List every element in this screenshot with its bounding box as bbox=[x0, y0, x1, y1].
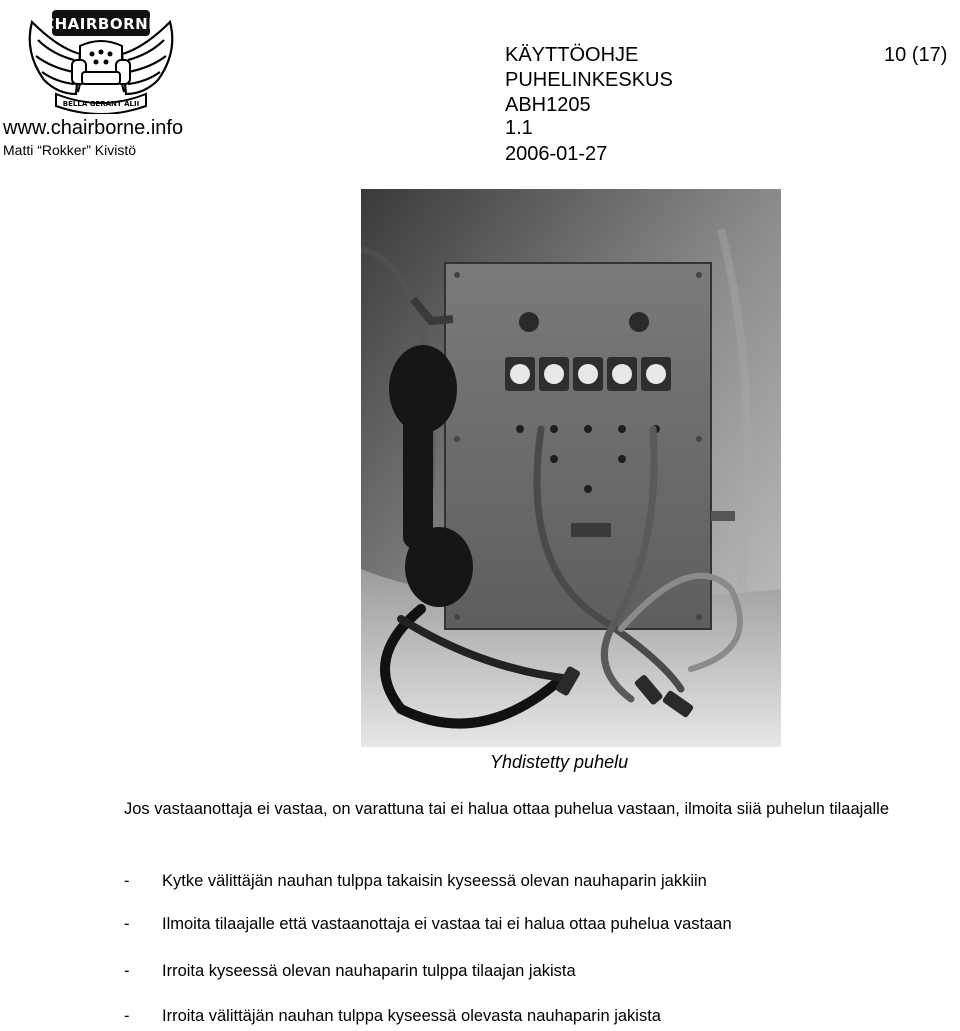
intro-paragraph: Jos vastaanottaja ei vastaa, on varattuna tai ei halua ottaa puhelua vastaan, ilmoita siiä puhelun tilaajalle bbox=[124, 800, 890, 818]
document-subject: PUHELINKESKUS bbox=[505, 69, 673, 91]
bullet-marker: - bbox=[124, 962, 130, 980]
logo-brand-text: CHAIRBORNE bbox=[43, 15, 159, 33]
list-item: Ilmoita tilaajalle että vastaanottaja ei vastaa tai ei halua ottaa puhelua vastaan bbox=[162, 915, 732, 933]
list-item: Kytke välittäjän nauhan tulppa takaisin kyseessä olevan nauhaparin jakkiin bbox=[162, 872, 707, 890]
document-type: KÄYTTÖOHJE bbox=[505, 44, 639, 66]
site-url: www.chairborne.info bbox=[3, 117, 184, 139]
document-code: ABH1205 bbox=[505, 94, 591, 116]
bullet-marker: - bbox=[124, 915, 130, 933]
bullet-marker: - bbox=[124, 1007, 130, 1025]
bullet-marker: - bbox=[124, 872, 130, 890]
logo-ribbon-text: BELLA GERANT ALII bbox=[62, 100, 140, 108]
indicator-drops bbox=[505, 357, 671, 391]
document-version: 1.1 bbox=[505, 117, 533, 139]
list-item: Irroita kyseessä olevan nauhaparin tulppa tilaajan jakista bbox=[162, 962, 576, 980]
document-date: 2006-01-27 bbox=[505, 143, 608, 165]
author-name: Matti “Rokker” Kivistö bbox=[3, 142, 137, 158]
figure-caption: Yhdistetty puhelu bbox=[490, 752, 629, 772]
chairborne-logo bbox=[22, 2, 180, 114]
list-item: Irroita välittäjän nauhan tulppa kyseessä olevasta nauhaparin jakista bbox=[162, 1007, 661, 1025]
switchboard-photo bbox=[361, 189, 781, 747]
page-number: 10 (17) bbox=[884, 44, 948, 66]
armchair-icon bbox=[72, 41, 130, 92]
